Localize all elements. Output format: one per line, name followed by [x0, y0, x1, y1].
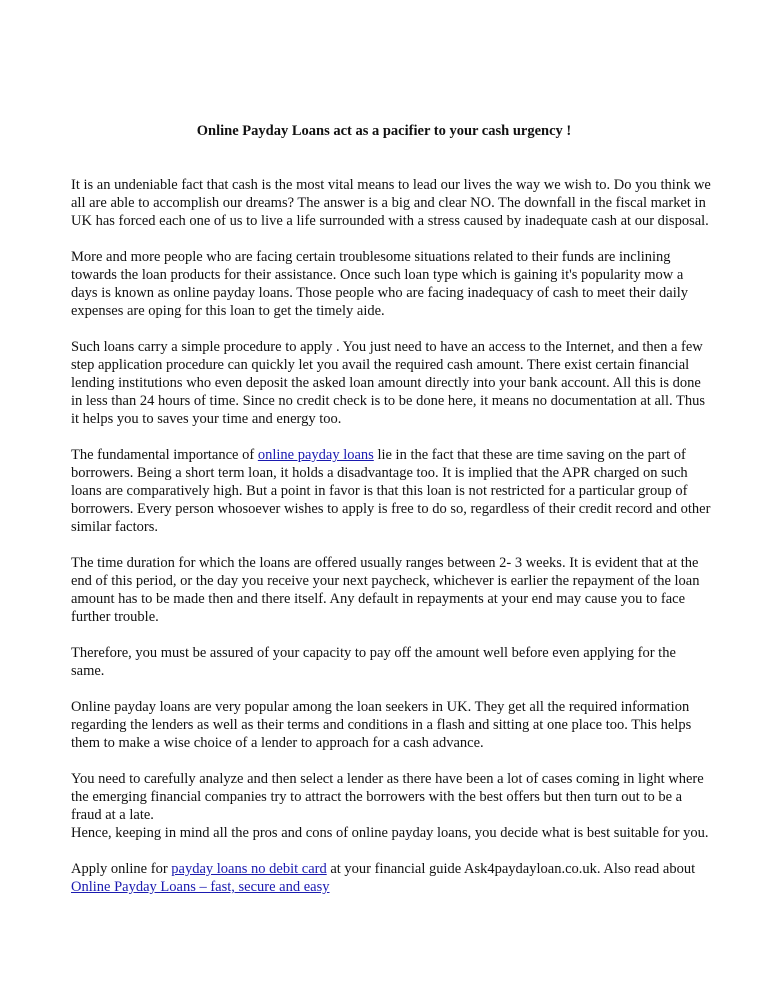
- paragraph: You need to carefully analyze and then select a lender as there have been a lot of cases coming in light where the emerging financial companies try to attract the borrowers with the best offers but then turn out to be a fraud at a late.: [71, 771, 704, 823]
- paragraph: The time duration for which the loans are offered usually ranges between 2- 3 weeks. It is evident that at the end of this period, or the day you receive your next paycheck, whichever is earlier the repayment of the loan amount has to be made then and there itself. Any default in repayments at your end may cause you to face further trouble.: [71, 555, 700, 625]
- paragraph: More and more people who are facing certain troublesome situations related to their funds are inclining towards the loan products for their assistance. Once such loan type which is gaining it's popularity mow a days is known as online payday loans. Those people who are facing inadequacy of cash to meet their daily expenses are oping for this loan to get the timely aide.: [71, 249, 689, 319]
- payday-loans-no-debit-card-link[interactable]: payday loans no debit card: [171, 861, 327, 877]
- paragraph: [71, 860, 711, 896]
- paragraph-text: The fundamental importance of: [71, 447, 258, 463]
- paragraph-text: at your financial guide Ask4paydayloan.co.uk. Also read about: [326, 861, 696, 877]
- document-title: Online Payday Loans act as a pacifier to your cash urgency !: [196, 123, 572, 139]
- paragraph: [71, 446, 711, 536]
- online-payday-loans-link[interactable]: online payday loans: [257, 447, 374, 463]
- paragraph: It is an undeniable fact that cash is the most vital means to lead our lives the way we wish to. Do you think we all are able to accomplish our dreams? The answer is a big and clear NO. The downfall in the fiscal market in UK has forced each one of us to live a life surrounded with a stress caused by inadequate cash at our disposal.: [71, 177, 711, 229]
- paragraph: Such loans carry a simple procedure to apply . You just need to have an access to the Internet, and then a few step application procedure can quickly let you avail the required cash amount. There exist certain financial lending institutions who even deposit the asked loan amount directly into your bank account. All this is done in less than 24 hours of time. Since no credit check is to be done here, it means no documentation at all. Thus it helps you to saves your time and energy too.: [71, 339, 705, 427]
- paragraph-text: lie in the fact that these are time saving on the part of borrowers. Being a short term loan, it holds a disadvantage too. It is implied that the APR charged on such loans are comparatively high. But a point in favor is that this loan is not restricted for a particular group of borrowers. Every person whosoever wishes to apply is free to do so, regardless of their credit record and other similar factors.: [71, 447, 711, 535]
- paragraph: Therefore, you must be assured of your capacity to pay off the amount well before even applying for the same.: [71, 645, 676, 679]
- document-body: [71, 176, 711, 914]
- paragraph: Online payday loans are very popular among the loan seekers in UK. They get all the required information regarding the lenders as well as their terms and conditions in a flash and sitting at one place too. This helps them to make a wise choice of a lender to approach for a cash advance.: [71, 699, 692, 751]
- online-payday-loans-fast-secure-link[interactable]: Online Payday Loans – fast, secure and easy: [71, 879, 330, 895]
- paragraph: Hence, keeping in mind all the pros and cons of online payday loans, you decide what is best suitable for you.: [71, 825, 709, 841]
- paragraph-text: Apply online for: [71, 861, 172, 877]
